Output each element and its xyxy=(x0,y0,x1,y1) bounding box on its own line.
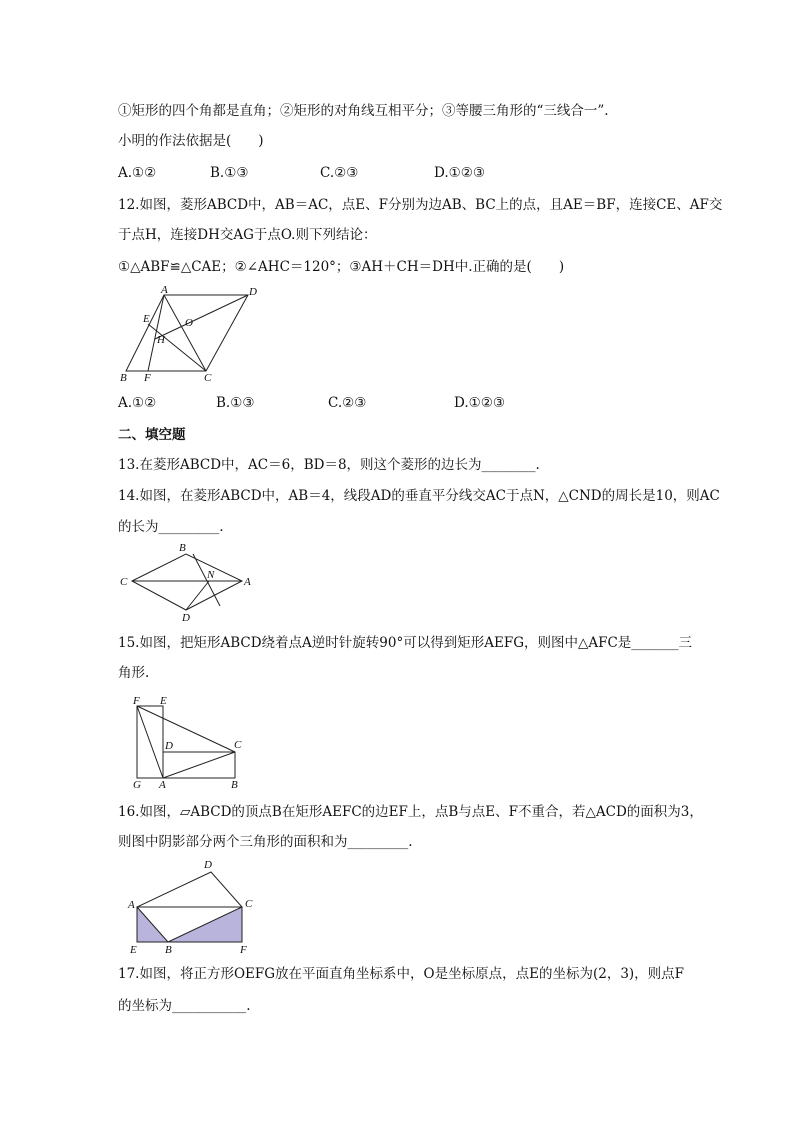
q16-label-d: D xyxy=(204,859,212,871)
q14-rhombus xyxy=(132,554,242,610)
q11-options xyxy=(118,164,518,182)
q12-line-1: 12.如图，菱形ABCD中，AB＝AC，点E、F分别为边AB、BC上的点，且AE＝BF，连接CE、AF交 xyxy=(118,197,723,213)
q12-label-o: O xyxy=(185,317,193,329)
q14-label-a: A xyxy=(244,576,251,588)
q12-option-d: D.①②③ xyxy=(454,395,505,411)
q12-option-a: A.①② xyxy=(118,395,157,411)
q17-line-1: 17.如图，将正方形OEFG放在平面直角坐标系中，O是坐标原点，点E的坐标为(2，3)，则点F xyxy=(118,966,685,982)
q12-label-h: H xyxy=(157,334,165,346)
q14-line-1: 14.如图，在菱形ABCD中，AB＝4，线段AD的垂直平分线交AC于点N，△CND的周长是10，则AC xyxy=(118,488,720,504)
q15-line-2: 角形. xyxy=(118,665,150,681)
q12-options xyxy=(118,394,518,412)
q12-figure xyxy=(112,285,262,385)
q14-label-c: C xyxy=(120,576,128,588)
q15-label-f: F xyxy=(133,695,140,707)
q12-option-b: B.①③ xyxy=(216,395,255,411)
q15-segment-ac xyxy=(163,752,235,778)
q15-label-g: G xyxy=(133,779,141,791)
q15-label-c: C xyxy=(234,739,242,751)
q12-label-e: E xyxy=(143,313,150,325)
q14-label-d: D xyxy=(182,612,190,624)
q12-segment-af xyxy=(148,295,164,371)
q15-figure xyxy=(128,694,253,794)
q15-label-a: A xyxy=(159,779,166,791)
q14-segment-dn xyxy=(186,581,209,610)
q12-label-b: B xyxy=(120,372,127,384)
q16-figure xyxy=(124,856,264,958)
q14-label-n: N xyxy=(207,569,215,581)
q15-label-e: E xyxy=(160,695,167,707)
q15-segment-fc xyxy=(137,706,235,752)
q14-figure xyxy=(116,540,266,625)
q12-label-a: A xyxy=(161,284,168,296)
q15-line-1: 15.如图，把矩形ABCD绕着点A逆时针旋转90°可以得到矩形AEFG，则图中△AFC是_______三 xyxy=(118,635,693,651)
q15-label-b: B xyxy=(231,779,238,791)
q12-diagonal-ac xyxy=(164,295,206,371)
q15-label-d: D xyxy=(165,740,173,752)
q12-option-c: C.②③ xyxy=(328,395,367,411)
q16-label-a: A xyxy=(128,899,135,911)
q11-basis: ①矩形的四个角都是直角；②矩形的对角线互相平分；③等腰三角形的“三线合一”. xyxy=(118,103,609,119)
q17-line-2: 的坐标为___________. xyxy=(118,998,251,1014)
q12-line-2: 于点H，连接DH交AG于点O.则下列结论： xyxy=(118,227,377,243)
q12-label-f: F xyxy=(144,372,151,384)
q12-rhombus xyxy=(126,295,248,371)
q14-line-2: 的长为_________. xyxy=(118,519,224,535)
q16-line-1: 16.如图，▱ABCD的顶点B在矩形AEFC的边EF上，点B与点E、F不重合，若△ACD的面积为3， xyxy=(118,804,703,820)
q16-label-e: E xyxy=(130,944,137,956)
q12-label-d: D xyxy=(249,286,257,298)
section-title: 二、填空题 xyxy=(118,427,186,443)
q11-option-a: A.①② xyxy=(118,165,157,181)
q11-option-c: C.②③ xyxy=(320,165,359,181)
q11-question: 小明的作法依据是( ) xyxy=(118,133,264,149)
q12-label-c: C xyxy=(204,372,212,384)
q16-label-c: C xyxy=(245,898,253,910)
q11-option-d: D.①②③ xyxy=(434,165,485,181)
q12-segment-dh xyxy=(155,295,248,339)
q16-label-f: F xyxy=(240,944,247,956)
q16-line-2: 则图中阴影部分两个三角形的面积和为_________. xyxy=(118,834,413,850)
q12-line-3: ①△ABF≌△CAE；②∠AHC＝120°；③AH＋CH＝DH中.正确的是( ) xyxy=(118,259,565,275)
q14-label-b: B xyxy=(179,542,186,554)
q16-label-b: B xyxy=(165,944,172,956)
q13-text: 13.在菱形ABCD中，AC＝6，BD＝8，则这个菱形的边长为________. xyxy=(118,457,540,473)
q11-option-b: B.①③ xyxy=(210,165,249,181)
